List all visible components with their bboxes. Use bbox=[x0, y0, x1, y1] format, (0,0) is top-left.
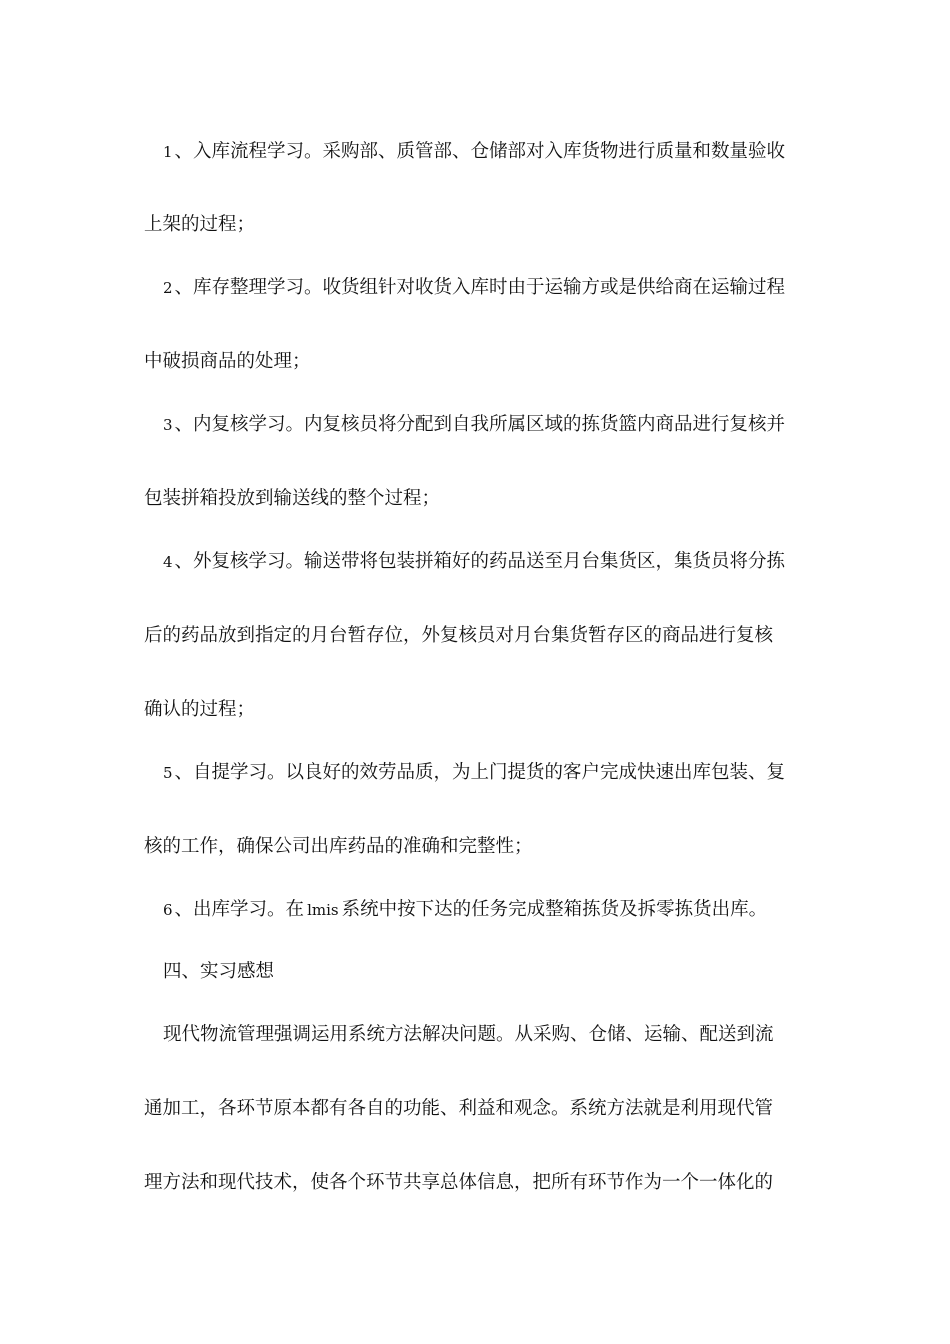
line-text: 、外复核学习。输送带将包装拼箱好的药品送至月台集货区，集货员将分拣 bbox=[174, 551, 786, 572]
line-text: 核的工作，确保公司出库药品的准确和完整性； bbox=[144, 836, 533, 857]
paragraph-line bbox=[163, 276, 843, 300]
paragraph-line bbox=[163, 761, 843, 785]
line-text: 、自提学习。以良好的效劳品质，为上门提货的客户完成快速出库包装、复 bbox=[174, 762, 786, 783]
item-number: 3 bbox=[163, 416, 173, 434]
paragraph-line bbox=[144, 1097, 824, 1121]
line-text: 确认的过程； bbox=[144, 699, 256, 720]
item-number: 5 bbox=[163, 764, 173, 782]
line-text: 通加工，各环节原本都有各自的功能、利益和观念。系统方法就是利用现代管 bbox=[144, 1098, 774, 1119]
line-text: 包装拼箱投放到输送线的整个过程； bbox=[144, 488, 441, 509]
line-text: 、入库流程学习。采购部、质管部、仓储部对入库货物进行质量和数量验收 bbox=[174, 141, 786, 162]
paragraph-line bbox=[144, 698, 824, 722]
item-number: 4 bbox=[163, 553, 173, 571]
line-text: 、出库学习。在 bbox=[174, 899, 305, 920]
line-text: 现代物流管理强调运用系统方法解决问题。从采购、仓储、运输、配送到流 bbox=[163, 1024, 774, 1045]
section-heading bbox=[163, 960, 843, 984]
paragraph-line bbox=[144, 624, 824, 648]
paragraph-line bbox=[144, 350, 824, 374]
line-text: 、库存整理学习。收货组针对收货入库时由于运输方或是供给商在运输过程 bbox=[174, 277, 786, 298]
system-code: lmis bbox=[307, 901, 339, 919]
paragraph-line bbox=[163, 550, 843, 574]
item-number: 6 bbox=[163, 901, 173, 919]
item-number: 2 bbox=[163, 279, 173, 297]
paragraph-line bbox=[163, 140, 843, 164]
paragraph-line bbox=[163, 413, 843, 437]
paragraph-line bbox=[144, 1171, 824, 1195]
paragraph-line bbox=[163, 898, 843, 922]
line-text: 理方法和现代技术，使各个环节共享总体信息，把所有环节作为一个一体化的 bbox=[144, 1172, 774, 1193]
line-text: 、内复核学习。内复核员将分配到自我所属区域的拣货篮内商品进行复核并 bbox=[174, 414, 786, 435]
paragraph-line bbox=[144, 213, 824, 237]
heading-text: 四、实习感想 bbox=[163, 961, 275, 982]
line-text: 系统中按下达的任务完成整箱拣货及拆零拣货出库。 bbox=[341, 899, 768, 920]
paragraph-line bbox=[144, 835, 824, 859]
line-text: 上架的过程； bbox=[144, 214, 256, 235]
line-text: 中破损商品的处理； bbox=[144, 351, 311, 372]
line-text: 后的药品放到指定的月台暂存位，外复核员对月台集货暂存区的商品进行复核 bbox=[144, 625, 774, 646]
item-number: 1 bbox=[163, 143, 173, 161]
paragraph-line bbox=[144, 487, 824, 511]
paragraph-line bbox=[163, 1023, 843, 1047]
